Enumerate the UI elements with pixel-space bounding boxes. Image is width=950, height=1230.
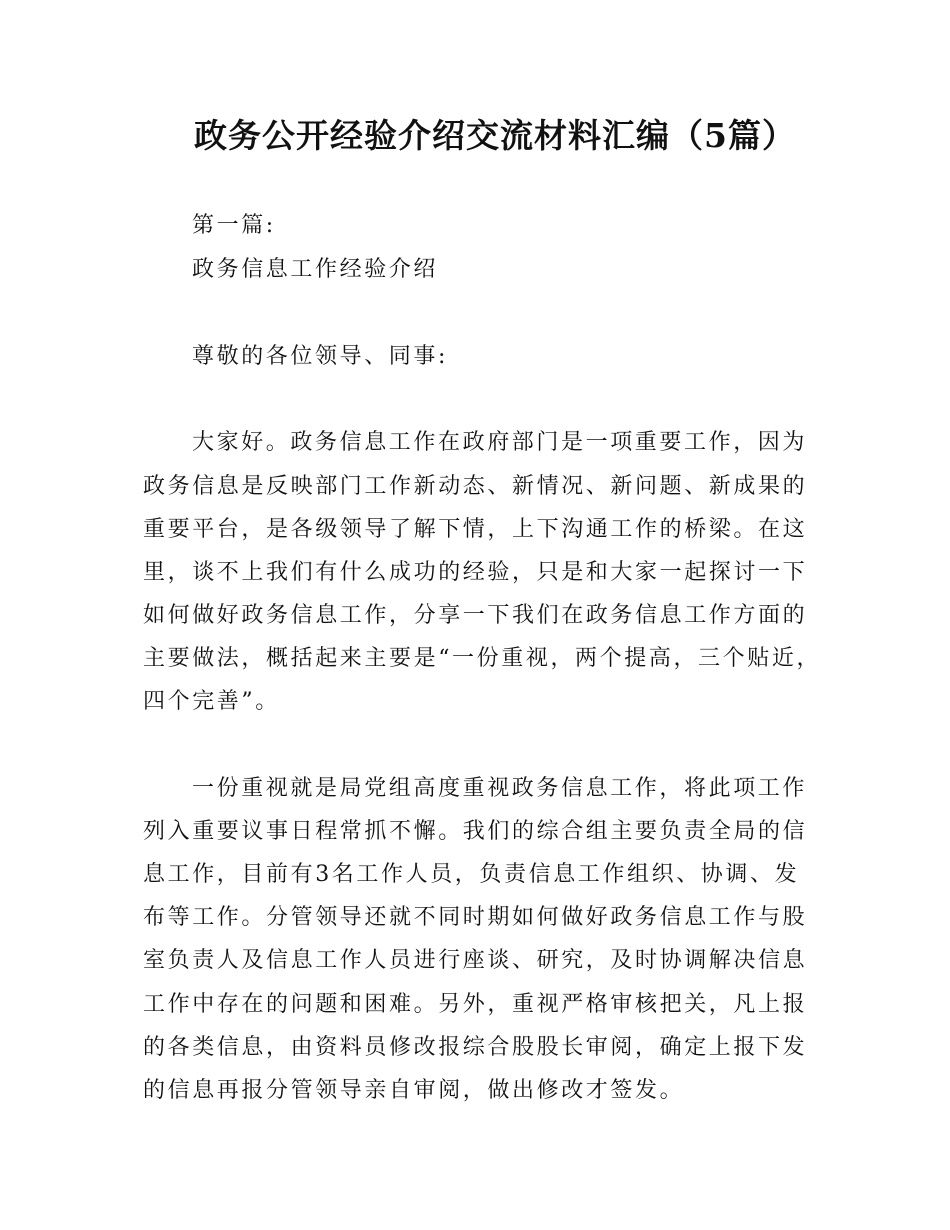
paragraph-line: 室负责人及信息工作人员进行座谈、研究，及时协调解决信息 — [143, 948, 808, 973]
section-label: 第一篇: — [192, 213, 276, 238]
paragraph-line: 的信息再报分管领导亲自审阅，做出修改才签发。 — [143, 1078, 685, 1103]
paragraph-line: 息工作，目前有3名工作人员，负责信息工作组织、协调、发 — [143, 862, 800, 887]
paragraph-line: 里，谈不上我们有什么成功的经验，只是和大家一起探讨一下 — [143, 560, 808, 585]
paragraph-line: 大家好。政务信息工作在政府部门是一项重要工作，因为 — [192, 430, 808, 455]
paragraph-line: 列入重要议事日程常抓不懈。我们的综合组主要负责全局的信 — [143, 819, 808, 844]
paragraph-line: 一份重视就是局党组高度重视政务信息工作，将此项工作 — [192, 776, 808, 801]
document-title: 政务公开经验介绍交流材料汇编（5篇） — [194, 116, 796, 155]
section-title: 政务信息工作经验介绍 — [192, 257, 439, 282]
paragraph-line: 的各类信息，由资料员修改报综合股股长审阅，确定上报下发 — [143, 1035, 808, 1060]
salutation: 尊敬的各位领导、同事: — [192, 344, 449, 369]
paragraph-line: 工作中存在的问题和困难。另外，重视严格审核把关，凡上报 — [143, 992, 808, 1017]
paragraph-line: 重要平台，是各级领导了解下情，上下沟通工作的桥梁。在这 — [143, 517, 808, 542]
paragraph-line: 主要做法，概括起来主要是“一份重视，两个提高，三个贴近， — [143, 646, 822, 671]
paragraph-line: 布等工作。分管领导还就不同时期如何做好政务信息工作与股 — [143, 905, 808, 930]
paragraph-line: 四个完善”。 — [143, 689, 280, 714]
paragraph-line: 政务信息是反映部门工作新动态、新情况、新问题、新成果的 — [143, 474, 808, 499]
paragraph-line: 如何做好政务信息工作，分享一下我们在政务信息工作方面的 — [143, 603, 808, 628]
